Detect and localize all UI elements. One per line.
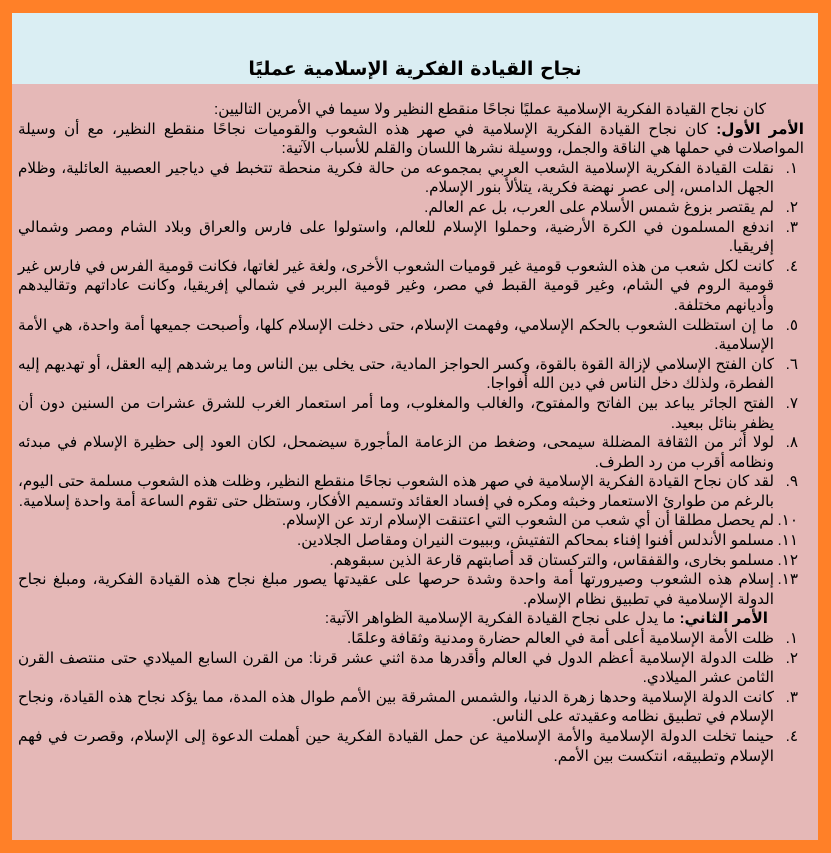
second-matter-list [18, 629, 804, 766]
item-number: ٤. [785, 257, 798, 275]
item-number: ٦. [785, 355, 798, 373]
list-item [18, 316, 804, 355]
list-item [18, 629, 804, 649]
item-number: ٩. [785, 473, 798, 491]
list-item [18, 688, 804, 727]
item-number: ١. [785, 630, 798, 648]
first-matter-paragraph [18, 120, 804, 159]
item-text: ظلت الدولة الإسلامية أعظم الدول في العالم وأقدرها مدة اثني عشر قرنا: من القرن السابع الميلادي حتى منتصف القرن الثامن عشر الميلادي. [18, 649, 774, 687]
item-text: لقد كان نجاح القيادة الفكرية الإسلامية في صهر هذه الشعوب نجاحًا منقطع النظير، وظلت هذه الشعوب مسلمة حتى اليوم، بالرغم من طوارئ الاستعمار وخبثه ومكره في إفساد العقائد وتسميم الأفكار، وستظل حتى تقوم الساعة أمة واحدة إسلامية. [18, 473, 774, 510]
item-number: ٢. [785, 198, 798, 216]
item-text: كانت لكل شعب من هذه الشعوب قومية غير قوميات الشعوب الأخرى، ولغة غير لغاتها، فكانت قومية الفرس في فارس غير قومية الروم في الشام، وغير قومية القبط في مصر، وغير قومية البربر في شمالي إفريقيا، وكانت عاداتهم وتقاليدهم وأديانهم مختلفة. [18, 257, 774, 314]
item-number: ١٠. [777, 512, 798, 530]
item-text: نقلت القيادة الفكرية الإسلامية الشعب العربي بمجموعه من حالة فكرية منحطة تتخبط في دياجير العصبية العائلية، وظلام الجهل الدامس، إلى عصر نهضة فكرية، يتلألأ بنور الإسلام. [18, 159, 774, 197]
intro-paragraph: كان نجاح القيادة الفكرية الإسلامية عمليًا نجاحًا منقطع النظير ولا سيما في الأمرين التاليين: [214, 101, 766, 118]
document-body [18, 100, 804, 766]
item-text: لم يقتصر بزوغ شمس الأسلام على العرب، بل عم العالم. [424, 198, 774, 216]
item-number: ٨. [785, 434, 798, 452]
item-text: مسلمو بخارى، والقفقاس، والتركستان قد أصابتهم قارعة الذين سبقوهم. [329, 551, 774, 569]
item-number: ٥. [785, 316, 798, 334]
item-number: ١. [785, 159, 798, 177]
item-number: ٣. [785, 688, 798, 706]
list-item [18, 472, 804, 511]
list-item [18, 159, 804, 198]
first-matter-list [18, 159, 804, 610]
item-text: كانت الدولة الإسلامية وحدها زهرة الدنيا، والشمس المشرقة بين الأمم طوال هذه المدة، مما يؤكد نجاح هذه القيادة، ونجاح الإسلام في تطبيق نظامه وعقيدته على الناس. [18, 688, 774, 726]
item-number: ٢. [785, 649, 798, 667]
item-text: لولا أثر من الثقافة المضللة سيمحى، وضغط من الزعامة المأجورة سيضمحل، لكان العود إلى حظيرة الإسلام في مبدئه ونظامه أقرب من رد الطرف. [18, 434, 774, 471]
list-item [18, 218, 804, 257]
content-panel [12, 84, 818, 840]
item-number: ١٣. [777, 571, 798, 589]
item-text: مسلمو الأندلس أفنوا إفناء بمحاكم التفتيش، وببيوت النيران ومقاصل الجلادين. [297, 532, 774, 550]
item-text: ظلت الأمة الإسلامية أعلى أمة في العالم حضارة ومدنية وثقافة وعلمًا. [346, 630, 774, 648]
item-text: اندفع المسلمون في الكرة الأرضية، وحملوا الإسلام للعالم، واستولوا على فارس والعراق وبلاد الشام ومصر وشمالي إفريقيا. [18, 218, 774, 256]
list-item [18, 198, 804, 218]
list-item [18, 649, 804, 688]
list-item [18, 511, 804, 531]
item-number: ٤. [785, 728, 798, 745]
list-item [18, 394, 804, 433]
item-number: ٧. [785, 394, 798, 412]
second-matter-text: ما يدل على نجاح القيادة الفكرية الإسلامية الظواهر الآتية: [324, 610, 680, 628]
second-matter-paragraph [18, 609, 804, 629]
item-number: ٣. [785, 218, 798, 236]
first-matter-text: كان نجاح القيادة الفكرية الإسلامية في صهر هذه الشعوب والقوميات نجاحًا منقطع النظير، مع أن وسيلة المواصلات في حملها هي الناقة والجمل، ووسيلة نشرها اللسان والقلم للأسباب الآتية: [18, 120, 804, 158]
list-item [18, 355, 804, 394]
list-item [18, 570, 804, 609]
item-text: ما إن استظلت الشعوب بالحكم الإسلامي، وفهمت الإسلام، حتى دخلت الإسلام كلها، وأصبحت جميعها أمة واحدة، هي الأمة الإسلامية. [18, 316, 774, 354]
page-title: نجاح القيادة الفكرية الإسلامية عمليًا [248, 58, 582, 80]
list-item [18, 551, 804, 571]
item-text: كان الفتح الإسلامي لإزالة القوة بالقوة، وكسر الحواجز المادية، حتى يخلى بين الناس وما يرشدهم إليه العقل، أو تهديهم إليه الفطرة، ولذلك دخل الناس في دين الله أفواجا. [18, 355, 774, 393]
item-text: لم يحصل مطلقا أن أي شعب من الشعوب التي اعتنقت الإسلام ارتد عن الإسلام. [281, 512, 774, 530]
item-number: ١١. [777, 532, 798, 550]
list-item [18, 257, 804, 316]
item-text: إسلام هذه الشعوب وصيرورتها أمة واحدة وشدة حرصها على عقيدتها يصور مبلغ نجاح هذه القيادة الفكرية، ومبلغ نجاح الدولة الإسلامية في تطبيق نظام الإسلام. [18, 571, 774, 608]
item-number: ١٢. [777, 551, 798, 569]
list-item [18, 433, 804, 472]
list-item [18, 531, 804, 551]
second-matter-label: الأمر الثاني: [679, 610, 768, 628]
title-banner [12, 13, 818, 84]
first-matter-label: الأمر الأول: [716, 120, 804, 138]
item-text: حينما تخلت الدولة الإسلامية والأمة الإسلامية عن حمل القيادة الفكرية حين أهملت الدعوة إلى الإسلام، وقصرت في فهم الإسلام وتطبيقه، انتكست بين الأمم. [18, 728, 774, 765]
item-text: الفتح الجائر يباعد بين الفاتح والمفتوح، والغالب والمغلوب، وما أمر استعمار الغرب للشرق عشرات من السنين دون أن يظفر بنائل ببعيد. [18, 394, 774, 432]
list-item [18, 727, 804, 766]
